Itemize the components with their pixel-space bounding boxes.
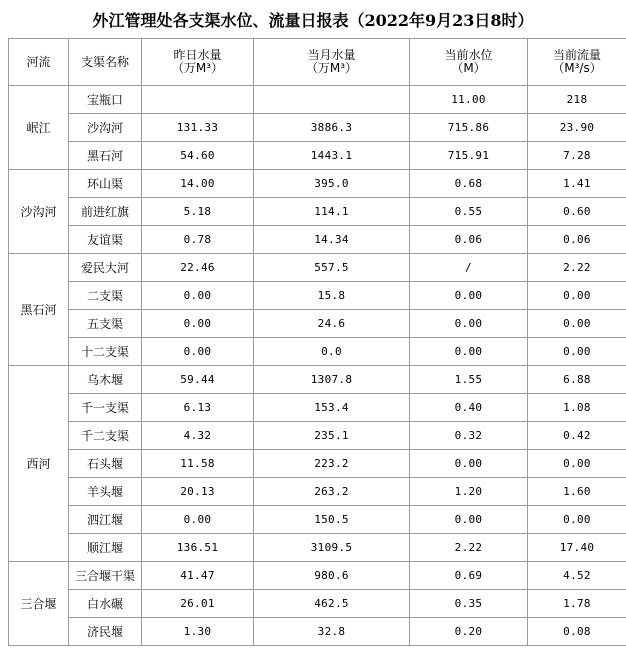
header-yesterday: 昨日水量 （万M³） — [142, 39, 254, 86]
flow-rate-cell: 2.22 — [528, 254, 626, 282]
flow-rate-cell: 17.40 — [528, 534, 626, 562]
yesterday-volume-cell — [142, 86, 254, 114]
water-level-cell: 0.06 — [410, 226, 528, 254]
yesterday-volume-cell: 136.51 — [142, 534, 254, 562]
flow-rate-cell: 7.28 — [528, 142, 626, 170]
branch-cell: 友谊渠 — [69, 226, 142, 254]
yesterday-volume-cell: 0.00 — [142, 338, 254, 366]
yesterday-volume-cell: 0.78 — [142, 226, 254, 254]
river-cell: 西河 — [9, 366, 69, 562]
branch-cell: 羊头堰 — [69, 478, 142, 506]
water-level-cell: 0.40 — [410, 394, 528, 422]
table-row — [9, 86, 626, 114]
month-volume-cell: 14.34 — [254, 226, 410, 254]
water-level-cell: 0.00 — [410, 338, 528, 366]
header-river: 河流 — [9, 39, 69, 86]
month-volume-cell: 114.1 — [254, 198, 410, 226]
river-cell: 岷江 — [9, 86, 69, 170]
water-level-cell: 0.32 — [410, 422, 528, 450]
month-volume-cell — [254, 86, 410, 114]
flow-rate-cell: 0.06 — [528, 226, 626, 254]
yesterday-volume-cell: 14.00 — [142, 170, 254, 198]
header-month: 当月水量 （万M³） — [254, 39, 410, 86]
branch-cell: 爱民大河 — [69, 254, 142, 282]
flow-rate-cell: 218 — [528, 86, 626, 114]
month-volume-cell: 153.4 — [254, 394, 410, 422]
yesterday-volume-cell: 20.13 — [142, 478, 254, 506]
table-row — [9, 254, 626, 282]
month-volume-cell: 3109.5 — [254, 534, 410, 562]
yesterday-volume-cell: 26.01 — [142, 590, 254, 618]
table-row — [9, 422, 626, 450]
month-volume-cell: 32.8 — [254, 618, 410, 646]
table-row — [9, 590, 626, 618]
yesterday-volume-cell: 0.00 — [142, 506, 254, 534]
water-level-cell: 0.00 — [410, 506, 528, 534]
branch-cell: 顺江堰 — [69, 534, 142, 562]
water-level-cell: 0.20 — [410, 618, 528, 646]
water-level-cell: 2.22 — [410, 534, 528, 562]
yesterday-volume-cell: 59.44 — [142, 366, 254, 394]
branch-cell: 千一支渠 — [69, 394, 142, 422]
table-row — [9, 170, 626, 198]
yesterday-volume-cell: 131.33 — [142, 114, 254, 142]
branch-cell: 宝瓶口 — [69, 86, 142, 114]
water-level-cell: 1.55 — [410, 366, 528, 394]
yesterday-volume-cell: 22.46 — [142, 254, 254, 282]
month-volume-cell: 223.2 — [254, 450, 410, 478]
table-row — [9, 506, 626, 534]
branch-cell: 三合堰干渠 — [69, 562, 142, 590]
header-branch: 支渠名称 — [69, 39, 142, 86]
month-volume-cell: 15.8 — [254, 282, 410, 310]
table-row — [9, 534, 626, 562]
table-row — [9, 450, 626, 478]
flow-rate-cell: 1.60 — [528, 478, 626, 506]
river-cell: 沙沟河 — [9, 170, 69, 254]
header-flow: 当前流量 （M³/s） — [528, 39, 626, 86]
table-row — [9, 366, 626, 394]
report-title: 外江管理处各支渠水位、流量日报表（2022年9月23日8时） — [92, 10, 534, 30]
branch-cell: 白水碾 — [69, 590, 142, 618]
table-row — [9, 226, 626, 254]
flow-rate-cell: 0.00 — [528, 506, 626, 534]
water-level-cell: 715.91 — [410, 142, 528, 170]
yesterday-volume-cell: 1.30 — [142, 618, 254, 646]
yesterday-volume-cell: 11.58 — [142, 450, 254, 478]
yesterday-volume-cell: 41.47 — [142, 562, 254, 590]
table-row — [9, 282, 626, 310]
river-cell: 黑石河 — [9, 254, 69, 366]
table-row — [9, 562, 626, 590]
flow-rate-cell: 0.00 — [528, 282, 626, 310]
month-volume-cell: 0.0 — [254, 338, 410, 366]
month-volume-cell: 1443.1 — [254, 142, 410, 170]
yesterday-volume-cell: 4.32 — [142, 422, 254, 450]
flow-rate-cell: 0.00 — [528, 450, 626, 478]
month-volume-cell: 395.0 — [254, 170, 410, 198]
table-row — [9, 394, 626, 422]
yesterday-volume-cell: 5.18 — [142, 198, 254, 226]
branch-cell: 前进红旗 — [69, 198, 142, 226]
water-level-cell: 0.00 — [410, 310, 528, 338]
table-row — [9, 142, 626, 170]
branch-cell: 济民堰 — [69, 618, 142, 646]
water-level-cell: 11.00 — [410, 86, 528, 114]
branch-cell: 沙沟河 — [69, 114, 142, 142]
flow-rate-cell: 0.00 — [528, 338, 626, 366]
water-level-cell: 0.00 — [410, 450, 528, 478]
month-volume-cell: 980.6 — [254, 562, 410, 590]
flow-rate-cell: 1.41 — [528, 170, 626, 198]
water-level-cell: 1.20 — [410, 478, 528, 506]
water-level-cell: 0.35 — [410, 590, 528, 618]
branch-cell: 二支渠 — [69, 282, 142, 310]
yesterday-volume-cell: 0.00 — [142, 282, 254, 310]
yesterday-volume-cell: 54.60 — [142, 142, 254, 170]
flow-rate-cell: 23.90 — [528, 114, 626, 142]
flow-rate-cell: 6.88 — [528, 366, 626, 394]
branch-cell: 石头堰 — [69, 450, 142, 478]
branch-cell: 十二支渠 — [69, 338, 142, 366]
table-row — [9, 114, 626, 142]
yesterday-volume-cell: 0.00 — [142, 310, 254, 338]
flow-rate-cell: 0.42 — [528, 422, 626, 450]
water-level-cell: 0.69 — [410, 562, 528, 590]
table-row — [9, 310, 626, 338]
flow-rate-cell: 0.08 — [528, 618, 626, 646]
header-row — [9, 39, 626, 86]
water-level-cell: 0.55 — [410, 198, 528, 226]
report-table — [8, 38, 626, 646]
river-cell: 三合堰 — [9, 562, 69, 646]
branch-cell: 黑石河 — [69, 142, 142, 170]
branch-cell: 泗江堰 — [69, 506, 142, 534]
branch-cell: 乌木堰 — [69, 366, 142, 394]
branch-cell: 五支渠 — [69, 310, 142, 338]
month-volume-cell: 150.5 — [254, 506, 410, 534]
table-row — [9, 478, 626, 506]
month-volume-cell: 235.1 — [254, 422, 410, 450]
month-volume-cell: 1307.8 — [254, 366, 410, 394]
month-volume-cell: 24.6 — [254, 310, 410, 338]
table-row — [9, 338, 626, 366]
month-volume-cell: 462.5 — [254, 590, 410, 618]
table-body — [9, 86, 626, 646]
flow-rate-cell: 0.60 — [528, 198, 626, 226]
water-level-cell: 715.86 — [410, 114, 528, 142]
branch-cell: 环山渠 — [69, 170, 142, 198]
flow-rate-cell: 4.52 — [528, 562, 626, 590]
branch-cell: 千二支渠 — [69, 422, 142, 450]
yesterday-volume-cell: 6.13 — [142, 394, 254, 422]
flow-rate-cell: 1.08 — [528, 394, 626, 422]
water-level-cell: 0.00 — [410, 282, 528, 310]
table-row — [9, 198, 626, 226]
month-volume-cell: 263.2 — [254, 478, 410, 506]
flow-rate-cell: 1.78 — [528, 590, 626, 618]
header-level: 当前水位 （M） — [410, 39, 528, 86]
month-volume-cell: 3886.3 — [254, 114, 410, 142]
month-volume-cell: 557.5 — [254, 254, 410, 282]
water-level-cell: / — [410, 254, 528, 282]
water-level-cell: 0.68 — [410, 170, 528, 198]
flow-rate-cell: 0.00 — [528, 310, 626, 338]
table-row — [9, 618, 626, 646]
